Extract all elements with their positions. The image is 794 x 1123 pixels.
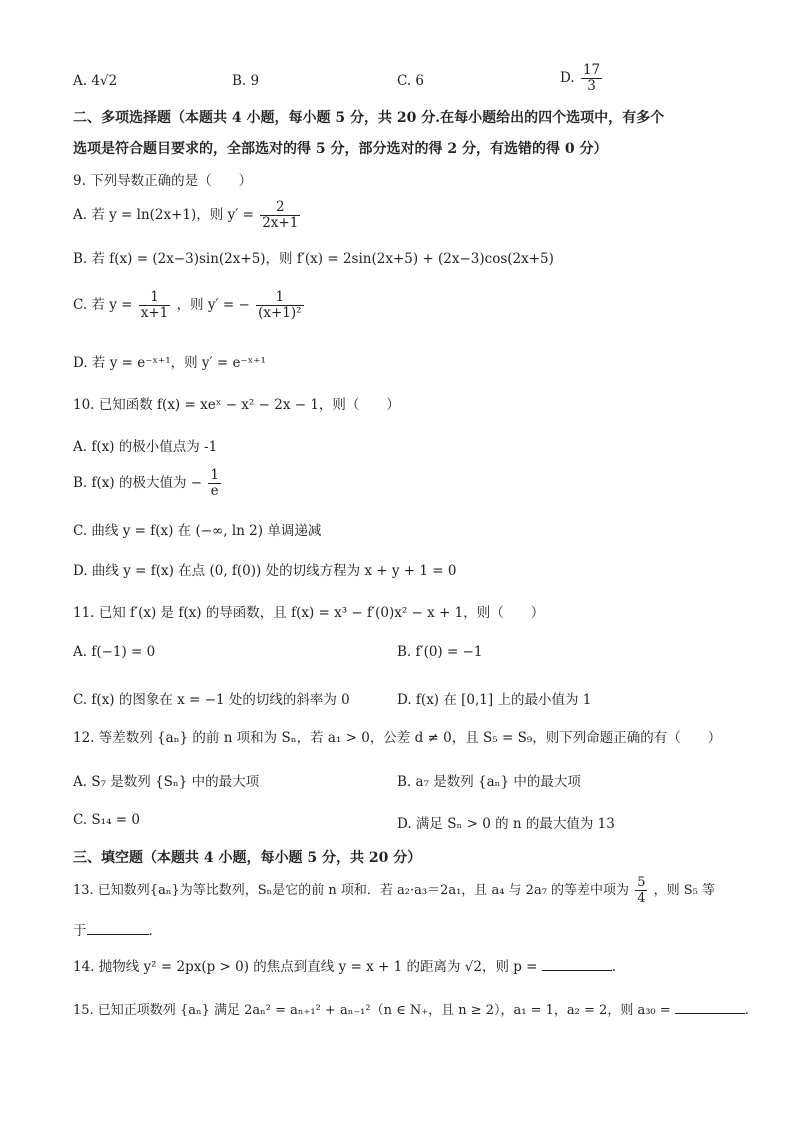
q14-line <box>73 958 616 976</box>
q10-option-c: C. 曲线 y = f(x) 在 (−∞, ln 2) 单调递减 <box>73 523 322 539</box>
q12-option-c: C. S₁₄ = 0 <box>73 812 140 828</box>
q13-text: 13. 已知数列{aₙ}为等比数列，Sₙ是它的前 n 项和．若 a₂·a₃＝2a₁，且 a₄ 与 2a₇ 的等差中项为 <box>73 883 630 898</box>
q9-option-c-fraction2 <box>256 290 303 321</box>
q9-option-c-middle: ，则 y′ = − <box>176 297 250 313</box>
q15-text: 15. 已知正项数列 {aₙ} 满足 2aₙ² = aₙ₊₁² + aₙ₋₁²（n ∈ N₊，且 n ≥ 2），a₁ = 1，a₂ = 2，则 a₃₀ = <box>73 1003 671 1018</box>
q12-option-b: B. a₇ 是数列 {aₙ} 中的最大项 <box>397 774 581 790</box>
fraction-denominator: (x+1)² <box>258 305 302 321</box>
q9-option-c-text: C. 若 y = <box>73 297 133 313</box>
q13-line2 <box>73 922 162 940</box>
q10-stem: 10. 已知函数 f(x) = xeˣ − x² − 2x − 1，则（ ） <box>73 397 400 413</box>
fraction-denominator: x+1 <box>140 305 169 321</box>
q13-text-end: ，则 S₅ 等 <box>653 883 715 898</box>
section3-heading: 三、填空题（本题共 4 小题，每小题 5 分，共 20 分） <box>73 850 422 866</box>
fraction-denominator: 2x+1 <box>262 215 299 231</box>
q8-option-d-label: D. <box>560 70 575 86</box>
q11-option-d: D. f(x) 在 [0,1] 上的最小值为 1 <box>397 692 592 708</box>
q9-option-a-text: A. 若 y = ln(2x+1)，则 y′ = <box>73 207 254 223</box>
q13-fraction <box>635 875 647 906</box>
fraction-numerator: 17 <box>582 62 601 78</box>
fraction-denominator: 4 <box>637 891 646 906</box>
q13-line2-text: 于 <box>73 923 87 939</box>
q15-line <box>73 1001 749 1020</box>
q11-option-a: A. f(−1) = 0 <box>73 644 156 660</box>
q11-option-c: C. f(x) 的图象在 x = −1 处的切线的斜率为 0 <box>73 692 350 708</box>
q9-option-a <box>73 200 302 231</box>
q8-option-d <box>560 63 604 94</box>
q10-option-b-fraction <box>208 468 221 499</box>
q9-option-d: D. 若 y = e⁻ˣ⁺¹，则 y′ = e⁻ˣ⁺¹ <box>73 355 266 371</box>
q13-line2-end: ． <box>148 923 162 939</box>
q14-text: 14. 抛物线 y² = 2px(p > 0) 的焦点到直线 y = x + 1 的距离为 √2，则 p = <box>73 959 538 975</box>
q9-option-c <box>73 290 306 321</box>
q9-stem: 9. 下列导数正确的是（ ） <box>73 173 253 189</box>
fraction-numerator: 5 <box>637 875 646 890</box>
q8-option-a: A. 4√2 <box>73 73 118 89</box>
fraction-numerator: 2 <box>260 200 300 216</box>
q10-option-b-text: B. f(x) 的极大值为 − <box>73 475 203 491</box>
q10-option-b <box>73 468 223 499</box>
q15-end: . <box>744 1003 749 1018</box>
section2-heading-line1: 二、多项选择题（本题共 4 小题，每小题 5 分，共 20 分.在每小题给出的四个选项中，有多个 <box>73 110 665 126</box>
q13-line1 <box>73 875 715 906</box>
q8-option-d-fraction <box>581 63 602 94</box>
q11-stem: 11. 已知 f′(x) 是 f(x) 的导函数，且 f(x) = x³ − f′(0)x² − x + 1，则（ ） <box>73 605 545 621</box>
q14-end: . <box>611 959 617 975</box>
fraction-denominator: e <box>210 483 219 499</box>
q9-option-c-fraction1 <box>139 290 171 321</box>
q10-option-d: D. 曲线 y = f(x) 在点 (0, f(0)) 处的切线方程为 x + y + 1 = 0 <box>73 563 457 579</box>
q13-answer-blank <box>87 922 149 935</box>
fraction-denominator: 3 <box>587 78 596 94</box>
q11-option-b: B. f′(0) = −1 <box>397 644 483 660</box>
section2-heading-line2: 选项是符合题目要求的，全部选对的得 5 分，部分选对的得 2 分，有选错的得 0 分） <box>73 141 608 157</box>
fraction-numerator: 1 <box>210 467 219 483</box>
q15-answer-blank <box>675 1001 745 1014</box>
q9-option-b: B. 若 f(x) = (2x−3)sin(2x+5)，则 f′(x) = 2sin(2x+5) + (2x−3)cos(2x+5) <box>73 251 554 267</box>
q12-option-d: D. 满足 Sₙ > 0 的 n 的最大值为 13 <box>397 816 615 832</box>
q9-option-a-fraction <box>260 200 300 231</box>
fraction-numerator: 1 <box>139 290 171 306</box>
q8-option-b: B. 9 <box>232 73 260 89</box>
q12-option-a: A. S₇ 是数列 {Sₙ} 中的最大项 <box>73 774 260 790</box>
q8-option-c: C. 6 <box>397 73 425 89</box>
q14-answer-blank <box>542 958 612 971</box>
q12-stem: 12. 等差数列 {aₙ} 的前 n 项和为 Sₙ，若 a₁ > 0，公差 d ≠ 0，且 S₅ = S₉，则下列命题正确的有（ ） <box>73 730 722 746</box>
fraction-numerator: 1 <box>256 290 303 306</box>
q10-option-a: A. f(x) 的极小值点为 -1 <box>73 439 218 455</box>
